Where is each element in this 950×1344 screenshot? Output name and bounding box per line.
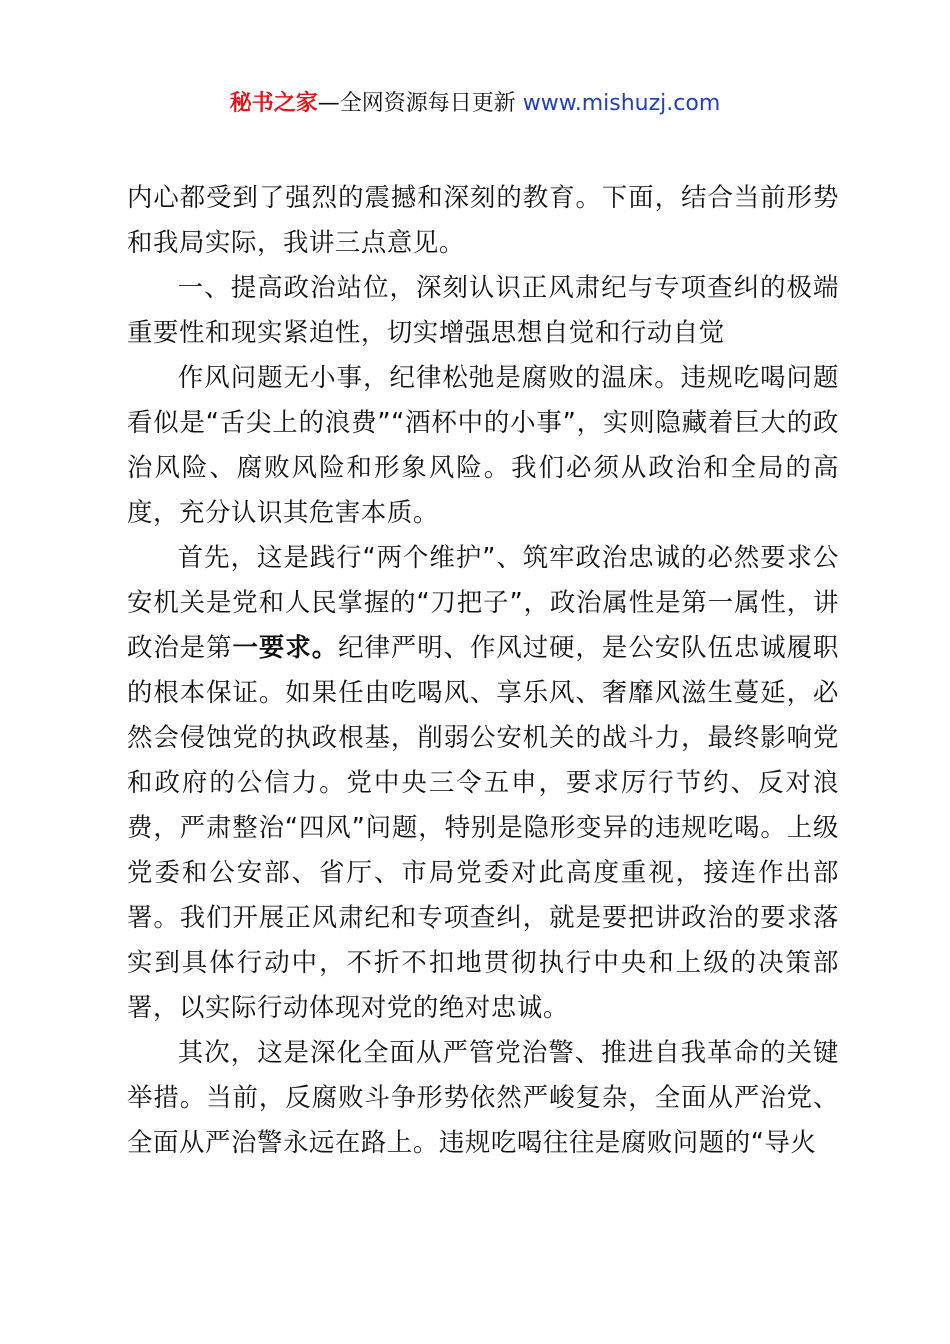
page-header — [0, 86, 950, 122]
paragraph-first-point — [127, 535, 839, 1030]
site-tagline: —全网资源每日更新 — [317, 91, 523, 116]
section-heading-one: 一、提高政治站位，深刻认识正风肃纪与专项查纠的极端重要性和现实紧迫性，切实增强思想自觉和行动自觉 — [127, 272, 839, 347]
paragraph-intro-continuation: 内心都受到了强烈的震撼和深刻的教育。下面，结合当前形势和我局实际，我讲三点意见。 — [127, 182, 839, 257]
paragraph-first-point-part1: 首先，这是践行“两个维护”、筑牢政治忠诚的必然要求公安机关是党和人民掌握的“刀把子”，政治属性是第一属性，讲政治是第 — [127, 542, 839, 662]
document-body — [127, 175, 839, 1165]
paragraph-style-issues: 作风问题无小事，纪律松弛是腐败的温床。违规吃喝问题看似是“舌尖上的浪费”“酒杯中的小事”，实则隐藏着巨大的政治风险、腐败风险和形象风险。我们必须从政治和全局的高度，充分认识其危害本质。 — [127, 362, 839, 527]
paragraph-first-point-bold: 一要求。 — [232, 632, 339, 662]
site-name: 秘书之家 — [229, 91, 318, 116]
paragraph-first-point-part2: 纪律严明、作风过硬，是公安队伍忠诚履职的根本保证。如果任由吃喝风、享乐风、奢靡风滋生蔓延，必然会侵蚀党的执政根基，削弱公安机关的战斗力，最终影响党和政府的公信力。党中央三令五申，要求厉行节约、反对浪费，严肃整治“四风”问题，特别是隐形变异的违规吃喝。上级党委和公安部、省厅、市局党委对此高度重视，接连作出部署。我们开展正风肃纪和专项查纠，就是要把讲政治的要求落实到具体行动中，不折不扣地贯彻执行中央和上级的决策部署，以实际行动体现对党的绝对忠诚。 — [127, 632, 840, 1022]
site-url-link[interactable]: www.mishuzj.com — [522, 91, 721, 116]
paragraph-second-point: 其次，这是深化全面从严管党治警、推进自我革命的关键举措。当前，反腐败斗争形势依然严峻复杂，全面从严治党、全面从严治警永远在路上。违规吃喝往往是腐败问题的“导火 — [127, 1037, 839, 1157]
